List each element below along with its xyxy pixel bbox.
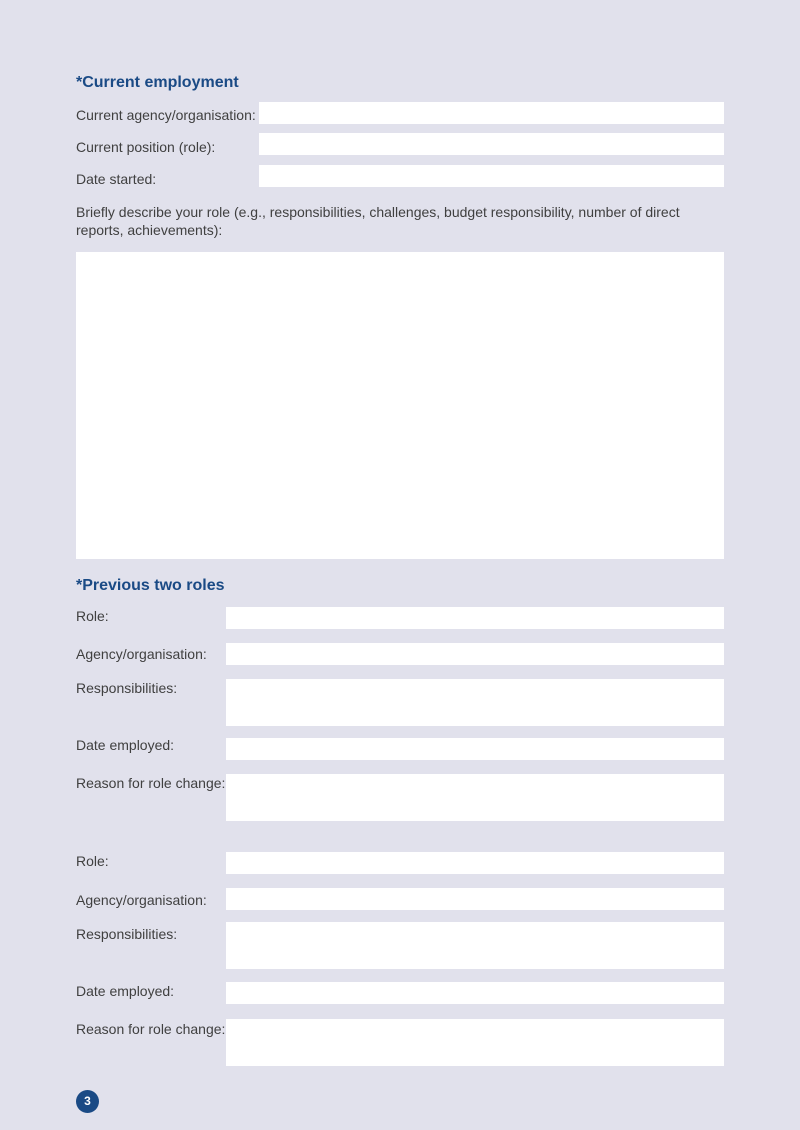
responsibilities-1-field[interactable] bbox=[226, 679, 724, 726]
agency-1-label: Agency/organisation: bbox=[76, 646, 207, 662]
agency-2-field[interactable] bbox=[226, 888, 724, 910]
date-employed-2-label: Date employed: bbox=[76, 983, 175, 999]
role-1-field[interactable] bbox=[226, 607, 724, 629]
current-position-field[interactable] bbox=[259, 133, 724, 155]
date-employed-2-field[interactable] bbox=[226, 982, 724, 1004]
date-started-field[interactable] bbox=[259, 165, 724, 187]
date-employed-1-field[interactable] bbox=[226, 738, 724, 760]
current-employment-heading: *Current employment bbox=[76, 74, 239, 91]
reason-2-field[interactable] bbox=[226, 1019, 724, 1066]
role-2-field[interactable] bbox=[226, 852, 724, 874]
date-started-label: Date started: bbox=[76, 171, 157, 187]
responsibilities-2-label: Responsibilities: bbox=[76, 926, 178, 942]
current-agency-field[interactable] bbox=[259, 102, 724, 124]
responsibilities-2-field[interactable] bbox=[226, 922, 724, 969]
responsibilities-1-label: Responsibilities: bbox=[76, 680, 178, 696]
reason-2-label: Reason for role change: bbox=[76, 1021, 226, 1037]
current-position-label: Current position (role): bbox=[76, 139, 216, 155]
previous-roles-heading: *Previous two roles bbox=[76, 577, 225, 594]
reason-1-field[interactable] bbox=[226, 774, 724, 821]
reason-1-label: Reason for role change: bbox=[76, 775, 226, 791]
date-employed-1-label: Date employed: bbox=[76, 737, 175, 753]
current-agency-label: Current agency/organisation: bbox=[76, 107, 256, 123]
agency-1-field[interactable] bbox=[226, 643, 724, 665]
role-description-label: Briefly describe your role (e.g., responsibilities, challenges, budget responsibility, number of direct reports, achievements): bbox=[76, 204, 680, 238]
page-number-badge: 3 bbox=[76, 1090, 99, 1113]
agency-2-label: Agency/organisation: bbox=[76, 892, 207, 908]
role-description-field[interactable] bbox=[76, 252, 724, 559]
role-2-label: Role: bbox=[76, 853, 109, 869]
role-1-label: Role: bbox=[76, 608, 109, 624]
